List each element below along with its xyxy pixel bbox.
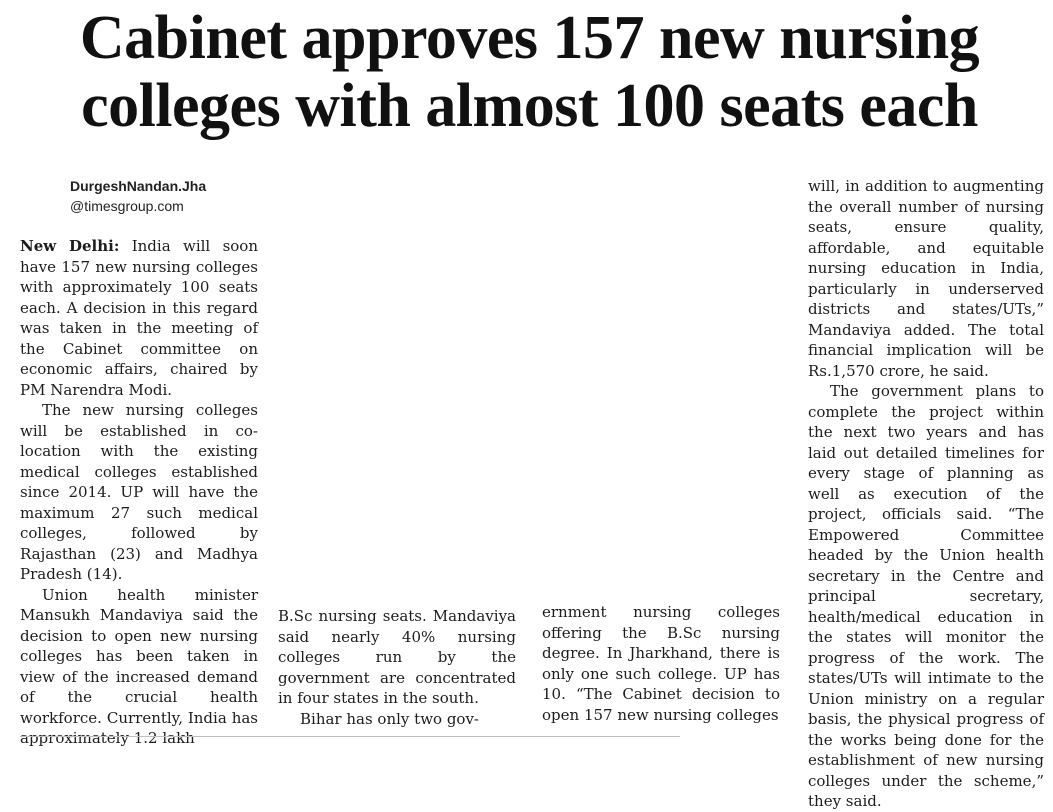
headline-line-1: Cabinet approves 157 new nursing	[79, 4, 980, 72]
paragraph: The new nursing colleges will be established in co-location with the existing medical colleges established since 2014. UP will have the maximum 27 such medical colleges, followed by Rajasthan (23) and Madhya Pradesh (14).	[20, 401, 258, 583]
article-column-3	[542, 602, 780, 725]
paragraph: B.Sc nursing seats. Mandaviya said nearly 40% nursing colleges run by the government are concentrated in four states in the south.	[278, 607, 516, 707]
paragraph: ernment nursing colleges offering the B.Sc nursing degree. In Jharkhand, there is only one such college. UP has 10. “The Cabinet decision to open 157 new nursing colleges	[542, 603, 780, 724]
paragraph	[20, 236, 258, 400]
headline-line-2: colleges with almost 100 seats each	[81, 72, 978, 140]
byline-author: DurgeshNandan.Jha	[70, 178, 207, 194]
byline	[70, 176, 206, 216]
paragraph: The government plans to complete the project within the next two years and has laid out detailed timelines for every stage of planning as well as execution of the project, officials said. “The Empowered Committee headed by the Union health secretary in the Centre and principal secretary, health/medical education in the states will monitor the progress of the work. The states/UTs will intimate to the Union ministry on a regular basis, the physical progress of the works being done for the establishment of new nursing colleges under the scheme,” they said.	[808, 382, 1044, 810]
dateline: New Delhi:	[20, 237, 120, 255]
article-headline	[22, 4, 1037, 140]
column-divider	[20, 736, 680, 737]
article-column-1	[20, 236, 258, 749]
paragraph: will, in addition to augmenting the overall number of nursing seats, ensure quality, affordable, and equitable nursing education in India, particularly in underserved districts and states/UTs,” Mandaviya added. The total financial implication will be Rs.1,570 crore, he said.	[808, 177, 1044, 380]
article-column-2	[278, 606, 516, 729]
paragraph-text: India will soon have 157 new nursing colleges with approximately 100 seats each. A decision in this regard was taken in the meeting of the Cabinet committee on economic affairs, chaired by PM Narendra Modi.	[20, 237, 258, 399]
paragraph: Bihar has only two gov-	[300, 709, 480, 728]
paragraph: Union health minister Mansukh Mandaviya said the decision to open new nursing colleges has been taken in view of the increased demand of the crucial health workforce. Currently, India has approximately 1.2 lakh	[20, 585, 258, 747]
article-column-4	[808, 176, 1044, 812]
byline-handle: @timesgroup.com	[70, 198, 184, 214]
